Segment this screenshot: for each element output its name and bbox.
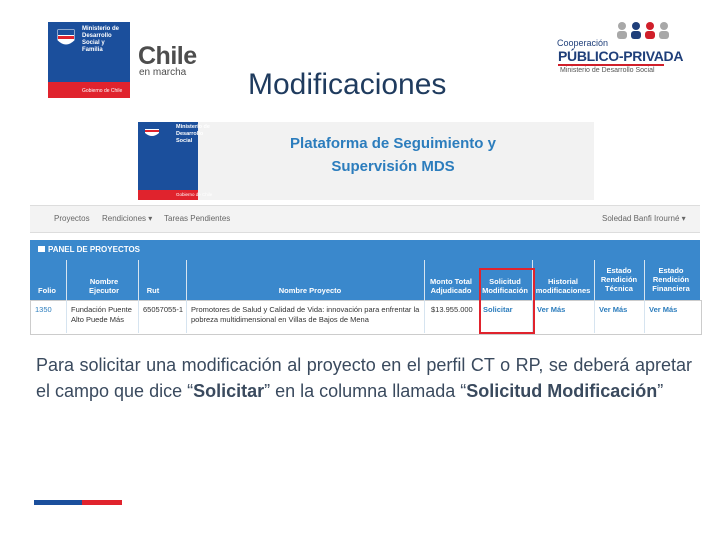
- panel-title: PANEL DE PROYECTOS: [48, 245, 141, 254]
- cell-ejecutor: Fundación Puente Alto Puede Más: [71, 305, 132, 324]
- chile-tagline: en marcha: [139, 67, 187, 78]
- platform-gov-line: Gobierno de Chile: [176, 192, 213, 197]
- th-rut: Rut: [146, 286, 160, 295]
- th-monto-total: Monto Total Adjudicado: [430, 277, 472, 295]
- cell-proyecto: Promotores de Salud y Calidad de Vida: innovación para enfrentar la pobreza multidimensional en Villas de Bajos de Mena: [191, 305, 420, 324]
- people-icon: [614, 21, 674, 41]
- panel-icon: [38, 246, 45, 252]
- solicitar-link[interactable]: Solicitar: [483, 305, 513, 314]
- column-divider: [138, 260, 139, 333]
- platform-title: Plataforma de Seguimiento y Supervisión MDS: [290, 135, 496, 175]
- th-solicitud-modificacion: Solicitud Modificación: [482, 277, 528, 295]
- column-divider: [594, 260, 595, 333]
- historial-ver-mas-link[interactable]: Ver Más: [537, 305, 566, 314]
- platform-ministry-name: Ministerio de Desarrollo Social: [176, 124, 210, 144]
- table-header: [30, 260, 700, 300]
- th-nombre-proyecto: Nombre Proyecto: [278, 286, 342, 295]
- platform-navbar: [30, 205, 700, 233]
- coop-label: Cooperación: [557, 38, 609, 48]
- th-estado-rendicion-tecnica: Estado Rendición Técnica: [600, 266, 638, 293]
- coop-divider: [558, 64, 664, 66]
- footer-bar-red: [82, 500, 122, 505]
- column-divider: [644, 260, 645, 333]
- th-nombre-ejecutor: Nombre Ejecutor: [88, 277, 119, 295]
- instruction-text: Para solicitar una modificación al proyecto en el perfil CT o RP, se deberá apretar el campo que dice “Solicitar” en la columna llamada “Solicitud Modificación”: [36, 355, 692, 401]
- coop-sublabel: Ministerio de Desarrollo Social: [560, 67, 655, 74]
- page-title: Modificaciones: [248, 68, 447, 101]
- nav-proyectos[interactable]: Proyectos: [54, 214, 90, 223]
- table-row: [30, 300, 702, 335]
- chile-brand: Chile: [138, 42, 197, 70]
- platform-coat-of-arms-icon: [143, 124, 161, 140]
- highlight-box: [479, 268, 535, 334]
- coat-of-arms-icon: [54, 28, 78, 50]
- column-divider: [424, 260, 425, 333]
- th-historial-modificaciones: Historial modificaciones: [535, 277, 591, 295]
- cell-rut: 65057055-1: [143, 305, 184, 314]
- column-divider: [186, 260, 187, 333]
- gov-line: Gobierno de Chile: [82, 88, 123, 94]
- nav-tareas-pendientes[interactable]: Tareas Pendientes: [164, 214, 231, 223]
- th-estado-rendicion-financiera: Estado Rendición Financiera: [652, 266, 690, 293]
- column-divider: [66, 260, 67, 333]
- th-folio: Folio: [38, 286, 56, 295]
- user-menu[interactable]: Soledad Banfi Irourné ▾: [602, 214, 686, 223]
- footer-bar-blue: [34, 500, 82, 505]
- ministry-name: Ministerio de Desarrollo Social y Familia: [82, 26, 120, 53]
- cell-monto: $13.955.000: [431, 305, 473, 314]
- cell-folio[interactable]: 1350: [35, 305, 52, 314]
- tecnica-ver-mas-link[interactable]: Ver Más: [599, 305, 628, 314]
- nav-rendiciones[interactable]: Rendiciones ▾: [102, 214, 153, 223]
- financiera-ver-mas-link[interactable]: Ver Más: [649, 305, 678, 314]
- coop-main-label: PÚBLICO-PRIVADA: [558, 48, 684, 64]
